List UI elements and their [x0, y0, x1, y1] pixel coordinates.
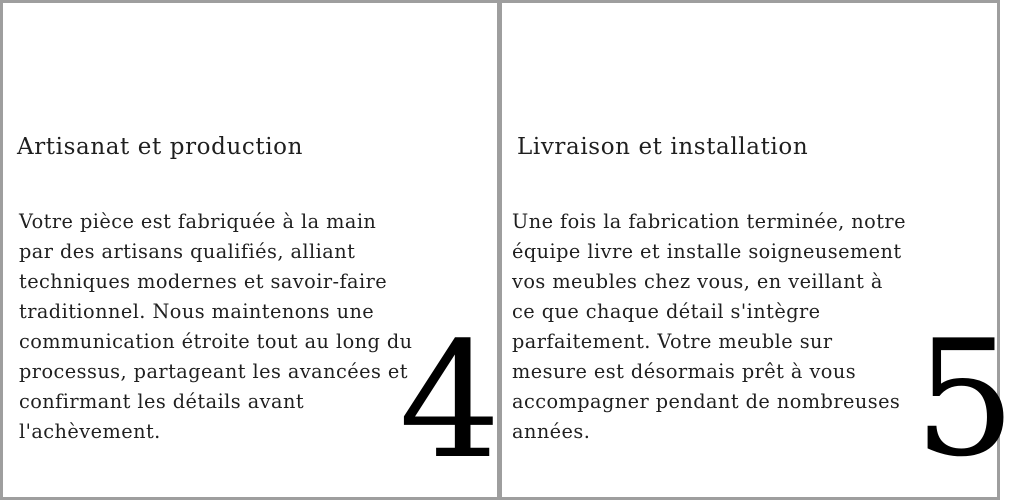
- step-card-4: [3, 3, 501, 497]
- step-description: Une fois la fabrication terminée, notre équipe livre et installe soigneusement vos meubles chez vous, en veillant à ce que chaque détail s'intègre parfaitement. Votre meuble sur mesure est désormais prêt à vous accompagner pendant de nombreuses années.: [512, 210, 906, 443]
- step-description: Votre pièce est fabriquée à la main par des artisans qualifiés, alliant techniques modernes et savoir-faire traditionnel. Nous maintenons une communication étroite tout au long du processus, partageant les avancées et confirmant les détails avant l'achèvement.: [19, 210, 413, 443]
- step-title: Artisanat et production: [17, 134, 304, 160]
- step-card-5: [502, 3, 1016, 497]
- step-title: Livraison et installation: [517, 134, 809, 160]
- step-number: 5: [914, 305, 1016, 492]
- step-number: 4: [399, 307, 501, 494]
